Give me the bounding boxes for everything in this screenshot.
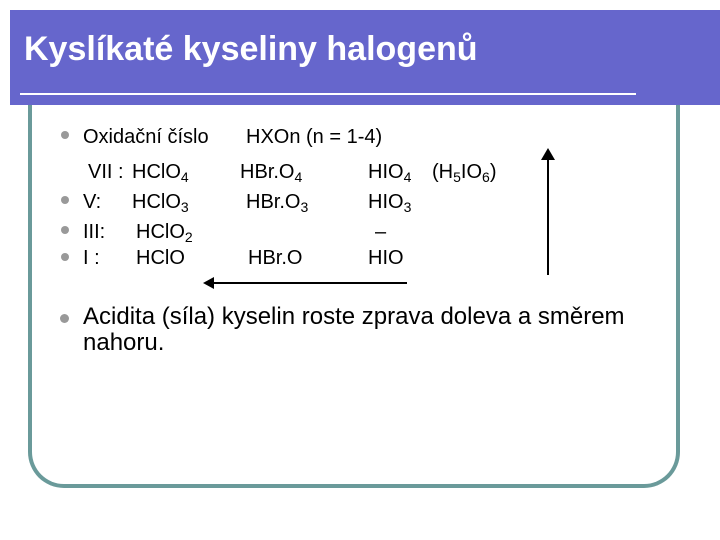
bullet-icon — [61, 226, 69, 234]
bullet-icon — [61, 131, 69, 139]
chloric-acid-v: HClO$_3$ — [132, 191, 189, 215]
ox-state-vii: VII : — [88, 161, 124, 183]
header-label: Oxidační číslo — [83, 126, 209, 148]
header-formula: HXOn (n = 1-4) — [246, 126, 383, 148]
title-underline — [20, 93, 636, 95]
ox-state-v: V: — [83, 191, 102, 213]
iodic-acid-vii: $HIO_4$ — [368, 161, 412, 185]
arrow-left-line — [213, 282, 407, 284]
bullet-icon — [61, 253, 69, 261]
arrow-up-line — [547, 158, 549, 275]
iodic-acid-v: $HIO_3$ — [368, 191, 412, 215]
chloric-acid-iii: HClO$_2$ — [136, 221, 193, 245]
iodic-acid-i: HIO — [368, 247, 404, 269]
bromic-acid-vii: $HBr.O_4$ — [240, 161, 303, 185]
bromic-acid-i: HBr.O — [248, 247, 303, 269]
ox-state-i: I : — [83, 247, 100, 269]
chloric-acid-vii: HClO$_4$ — [132, 161, 189, 185]
iodic-acid-iii: – — [375, 221, 387, 243]
bromic-acid-v: $HBr.O_3$ — [246, 191, 309, 215]
ox-state-iii: III: — [83, 221, 106, 243]
bullet-icon — [61, 196, 69, 204]
slide-title: Kyslíkaté kyseliny halogenů — [24, 30, 478, 68]
bullet-icon — [60, 314, 69, 323]
chloric-acid-i: HClO — [136, 247, 185, 269]
acidity-note: Acidita (síla) kyselin roste zprava doleva a směrem nahoru. — [83, 303, 625, 356]
orthoperiodic-acid: $(H_5IO_6)$ — [432, 161, 497, 185]
